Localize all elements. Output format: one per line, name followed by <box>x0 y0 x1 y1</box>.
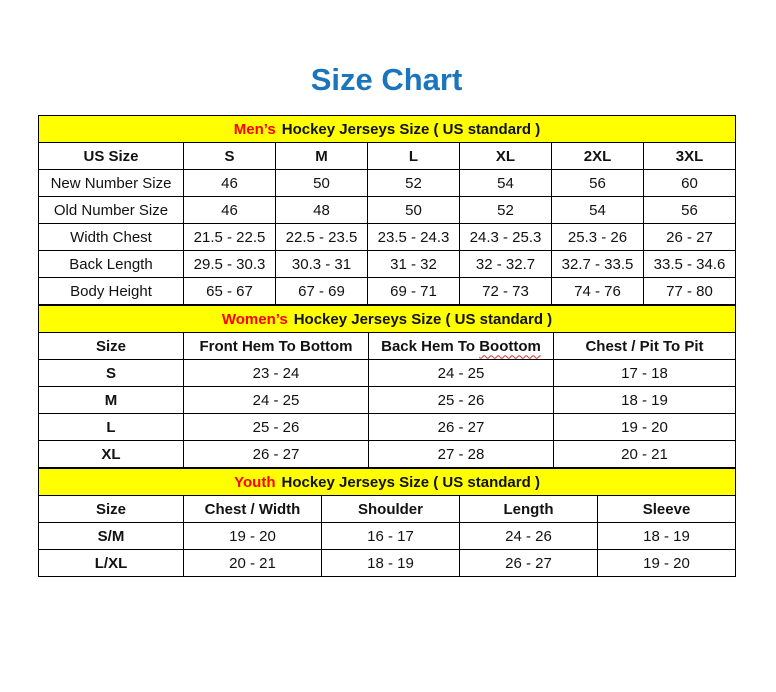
row-label: L/XL <box>39 550 184 577</box>
womens-band-rest: Hockey Jerseys Size ( US standard ) <box>293 310 553 328</box>
table-row <box>39 197 736 224</box>
cell-value: 20 - 21 <box>184 550 322 577</box>
mens-band-row <box>39 116 736 143</box>
cell-value: 52 <box>460 197 552 224</box>
youth-band-accent: Youth <box>234 473 276 491</box>
cell-value: 22.5 - 23.5 <box>276 224 368 251</box>
mens-size-table <box>38 115 736 305</box>
cell-value: 25.3 - 26 <box>552 224 644 251</box>
table-row <box>39 414 736 441</box>
womens-col-back-hem <box>369 333 554 360</box>
cell-value: 26 - 27 <box>460 550 598 577</box>
womens-band-title <box>39 306 736 333</box>
youth-col-chest-width: Chest / Width <box>184 496 322 523</box>
womens-size-table <box>38 305 736 468</box>
cell-value: 17 - 18 <box>554 360 736 387</box>
row-label: Old Number Size <box>39 197 184 224</box>
womens-band-accent: Women’s <box>221 310 288 328</box>
cell-value: 69 - 71 <box>368 278 460 305</box>
cell-value: 72 - 73 <box>460 278 552 305</box>
youth-band-row <box>39 469 736 496</box>
cell-value: 21.5 - 22.5 <box>184 224 276 251</box>
mens-col-m: M <box>276 143 368 170</box>
cell-value: 33.5 - 34.6 <box>644 251 736 278</box>
youth-col-size: Size <box>39 496 184 523</box>
cell-value: 52 <box>368 170 460 197</box>
cell-value: 19 - 20 <box>598 550 736 577</box>
cell-value: 23.5 - 24.3 <box>368 224 460 251</box>
womens-header-row <box>39 333 736 360</box>
cell-value: 18 - 19 <box>554 387 736 414</box>
womens-band-row <box>39 306 736 333</box>
cell-value: 31 - 32 <box>368 251 460 278</box>
cell-value: 48 <box>276 197 368 224</box>
cell-value: 26 - 27 <box>184 441 369 468</box>
mens-band-accent: Men’s <box>233 120 276 138</box>
cell-value: 74 - 76 <box>552 278 644 305</box>
row-label: New Number Size <box>39 170 184 197</box>
table-row <box>39 170 736 197</box>
cell-value: 25 - 26 <box>184 414 369 441</box>
cell-value: 20 - 21 <box>554 441 736 468</box>
back-hem-label-prefix: Back Hem To <box>381 337 476 355</box>
youth-band-title <box>39 469 736 496</box>
cell-value: 54 <box>460 170 552 197</box>
table-row <box>39 224 736 251</box>
mens-col-3xl: 3XL <box>644 143 736 170</box>
womens-col-front-hem: Front Hem To Bottom <box>184 333 369 360</box>
page-title: Size Chart <box>310 62 463 97</box>
cell-value: 16 - 17 <box>322 523 460 550</box>
mens-header-row <box>39 143 736 170</box>
cell-value: 27 - 28 <box>369 441 554 468</box>
table-row <box>39 278 736 305</box>
table-row <box>39 523 736 550</box>
cell-value: 32.7 - 33.5 <box>552 251 644 278</box>
table-row <box>39 387 736 414</box>
youth-band-rest: Hockey Jerseys Size ( US standard ) <box>281 473 540 491</box>
cell-value: 50 <box>368 197 460 224</box>
mens-col-2xl: 2XL <box>552 143 644 170</box>
cell-value: 29.5 - 30.3 <box>184 251 276 278</box>
cell-value: 30.3 - 31 <box>276 251 368 278</box>
cell-value: 46 <box>184 197 276 224</box>
cell-value: 18 - 19 <box>322 550 460 577</box>
youth-size-table <box>38 468 736 577</box>
row-label: M <box>39 387 184 414</box>
size-chart-container <box>38 0 735 577</box>
cell-value: 24.3 - 25.3 <box>460 224 552 251</box>
youth-col-length: Length <box>460 496 598 523</box>
cell-value: 19 - 20 <box>554 414 736 441</box>
cell-value: 60 <box>644 170 736 197</box>
mens-col-l: L <box>368 143 460 170</box>
cell-value: 26 - 27 <box>644 224 736 251</box>
mens-col-s: S <box>184 143 276 170</box>
table-row <box>39 360 736 387</box>
row-label: XL <box>39 441 184 468</box>
cell-value: 65 - 67 <box>184 278 276 305</box>
cell-value: 46 <box>184 170 276 197</box>
cell-value: 19 - 20 <box>184 523 322 550</box>
cell-value: 18 - 19 <box>598 523 736 550</box>
table-row <box>39 441 736 468</box>
youth-col-shoulder: Shoulder <box>322 496 460 523</box>
cell-value: 67 - 69 <box>276 278 368 305</box>
cell-value: 26 - 27 <box>369 414 554 441</box>
youth-col-sleeve: Sleeve <box>598 496 736 523</box>
womens-col-size: Size <box>39 333 184 360</box>
row-label: Width Chest <box>39 224 184 251</box>
cell-value: 24 - 25 <box>184 387 369 414</box>
row-label: Body Height <box>39 278 184 305</box>
cell-value: 77 - 80 <box>644 278 736 305</box>
cell-value: 23 - 24 <box>184 360 369 387</box>
row-label: S/M <box>39 523 184 550</box>
cell-value: 24 - 26 <box>460 523 598 550</box>
cell-value: 54 <box>552 197 644 224</box>
youth-header-row <box>39 496 736 523</box>
table-row <box>39 550 736 577</box>
mens-band-title <box>39 116 736 143</box>
row-label: L <box>39 414 184 441</box>
cell-value: 32 - 32.7 <box>460 251 552 278</box>
cell-value: 24 - 25 <box>369 360 554 387</box>
back-hem-misspelled-word: Boottom <box>479 337 541 355</box>
mens-col-xl: XL <box>460 143 552 170</box>
mens-band-rest: Hockey Jerseys Size ( US standard ) <box>281 120 541 138</box>
cell-value: 25 - 26 <box>369 387 554 414</box>
table-row <box>39 251 736 278</box>
cell-value: 50 <box>276 170 368 197</box>
mens-col-us-size: US Size <box>39 143 184 170</box>
cell-value: 56 <box>644 197 736 224</box>
cell-value: 56 <box>552 170 644 197</box>
row-label: S <box>39 360 184 387</box>
row-label: Back Length <box>39 251 184 278</box>
womens-col-chest: Chest / Pit To Pit <box>554 333 736 360</box>
